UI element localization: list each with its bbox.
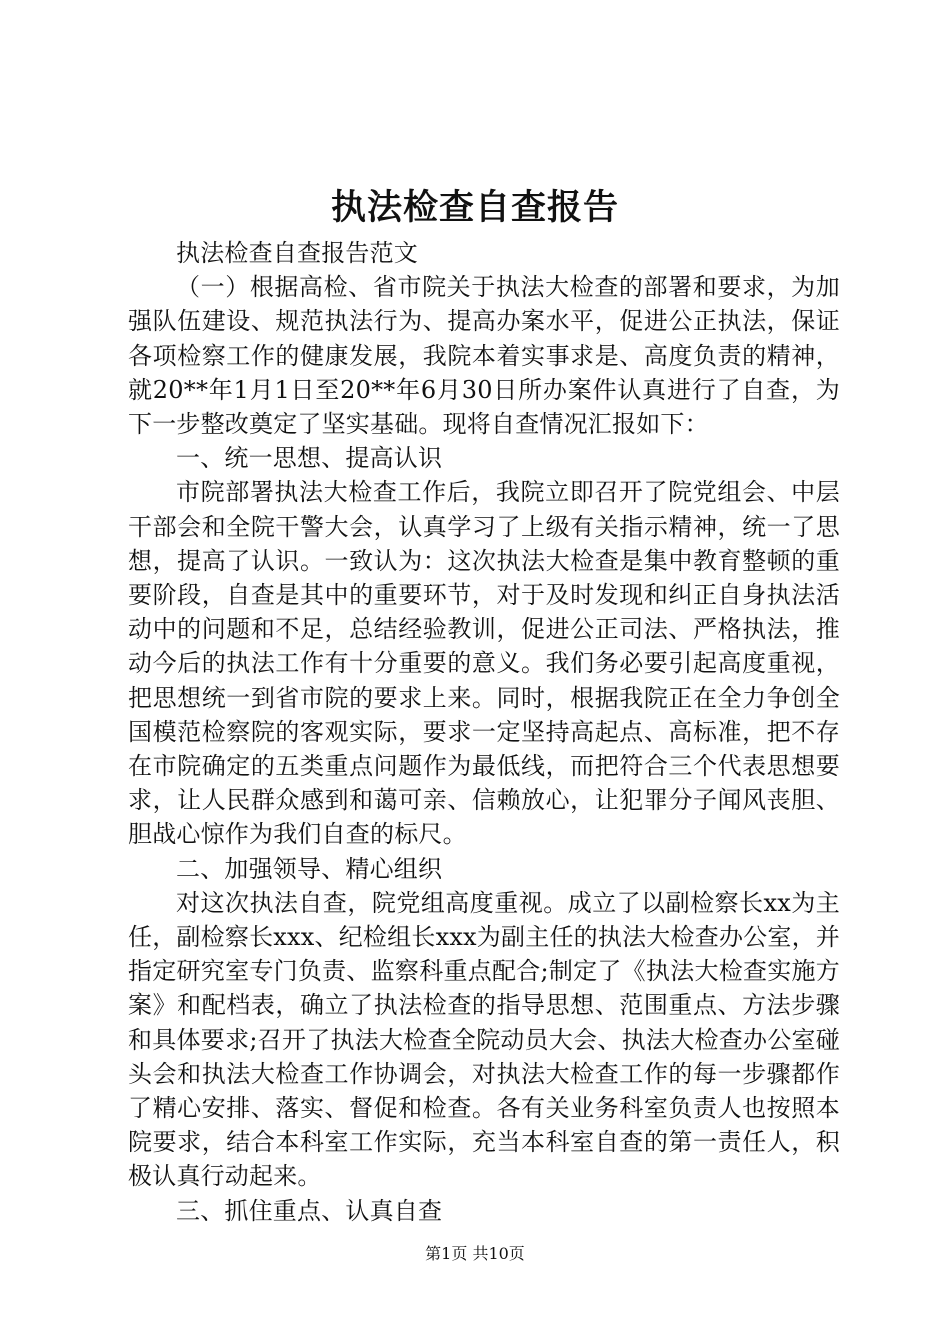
page-footer: 第1页 共10页 (425, 1244, 525, 1263)
section-heading-3: 三、抓住重点、认真自查 (176, 1196, 443, 1225)
document-title: 执法检查自查报告 (330, 187, 619, 228)
section-1-paragraph: 市院部署执法大检查工作后，我院立即召开了院党组会、中层干部会和全院干警大会，认真学习了上级有关指示精神，统一了思想，提高了认识。一致认为：这次执法大检查是集中教育整顿的重要阶段，自查是其中的重要环节，对于及时发现和纠正自身执法活动中的问题和不足，总结经验教训，促进公正司法、严格执法，推动今后的执法工作有十分重要的意义。我们务必要引起高度重视，把思想统一到省市院的要求上来。同时，根据我院正在全力争创全国模范检察院的客观实际，要求一定坚持高起点、高标准，把不存在市院确定的五类重点问题作为最低线，而把符合三个代表思想要求，让人民群众感到和蔼可亲、信赖放心，让犯罪分子闻风丧胆、胆战心惊作为我们自查的标尺。 (128, 478, 840, 849)
section-heading-1: 一、统一思想、提高认识 (176, 444, 443, 473)
subtitle-paragraph: 执法检查自查报告范文 (176, 239, 418, 267)
document-body (128, 236, 840, 1228)
section-heading-2: 二、加强领导、精心组织 (176, 854, 443, 883)
intro-paragraph: （一）根据高检、省市院关于执法大检查的部署和要求，为加强队伍建设、规范执法行为、提高办案水平，促进公正执法，保证各项检察工作的健康发展，我院本着实事求是、高度负责的精神，就20**年1月1日至20**年6月30日所办案件认真进行了自查，为下一步整改奠定了坚实基础。现将自查情况汇报如下： (128, 273, 840, 439)
section-2-paragraph: 对这次执法自查，院党组高度重视。成立了以副检察长xx为主任，副检察长xxx、纪检组长xxx为副主任的执法大检查办公室，并指定研究室专门负责、监察科重点配合;制定了《执法大检查实施方案》和配档表，确立了执法检查的指导思想、范围重点、方法步骤和具体要求;召开了执法大检查全院动员大会、执法大检查办公室碰头会和执法大检查工作协调会，对执法大检查工作的每一步骤都作了精心安排、落实、督促和检查。各有关业务科室负责人也按照本院要求，结合本科室工作实际，充当本科室自查的第一责任人，积极认真行动起来。 (128, 888, 840, 1191)
